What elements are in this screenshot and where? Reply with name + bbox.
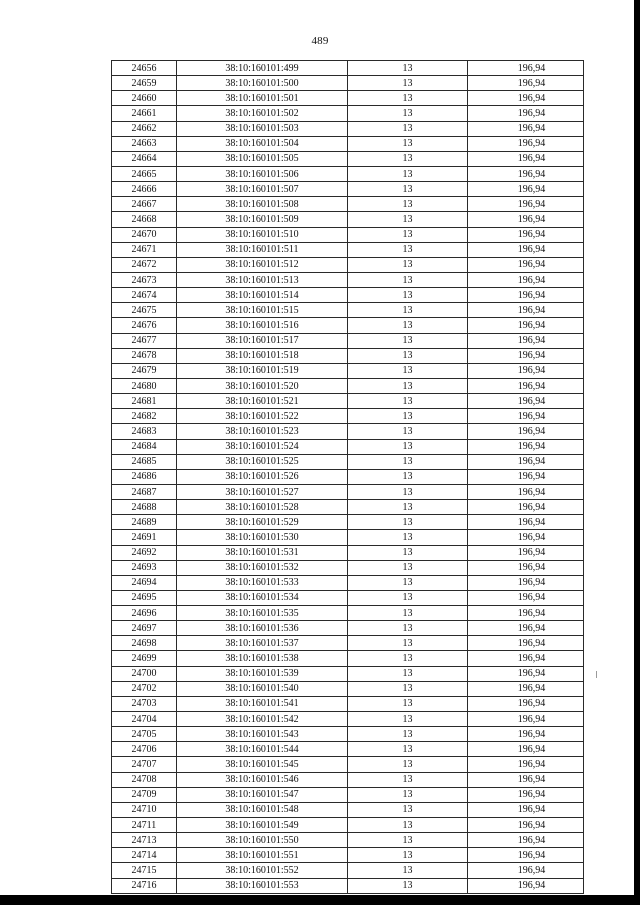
row-number-cell: 24692 (112, 545, 177, 560)
value-cell: 196,94 (468, 636, 584, 651)
row-number-cell: 24694 (112, 575, 177, 590)
row-number-cell: 24698 (112, 636, 177, 651)
cadastral-number-cell: 38:10:160101:541 (177, 696, 348, 711)
area-cell: 13 (348, 288, 468, 303)
value-cell: 196,94 (468, 681, 584, 696)
cadastral-number-cell: 38:10:160101:546 (177, 772, 348, 787)
value-cell: 196,94 (468, 136, 584, 151)
value-cell: 196,94 (468, 242, 584, 257)
value-cell: 196,94 (468, 61, 584, 76)
table-row (112, 515, 584, 530)
cadastral-number-cell: 38:10:160101:533 (177, 575, 348, 590)
row-number-cell: 24674 (112, 288, 177, 303)
cadastral-number-cell: 38:10:160101:531 (177, 545, 348, 560)
area-cell: 13 (348, 106, 468, 121)
row-number-cell: 24706 (112, 742, 177, 757)
row-number-cell: 24682 (112, 409, 177, 424)
row-number-cell: 24675 (112, 303, 177, 318)
cadastral-number-cell: 38:10:160101:507 (177, 182, 348, 197)
table-row (112, 257, 584, 272)
cadastral-number-cell: 38:10:160101:551 (177, 848, 348, 863)
area-cell: 13 (348, 76, 468, 91)
row-number-cell: 24668 (112, 212, 177, 227)
area-cell: 13 (348, 651, 468, 666)
row-number-cell: 24665 (112, 166, 177, 181)
area-cell: 13 (348, 787, 468, 802)
cadastral-number-cell: 38:10:160101:518 (177, 348, 348, 363)
value-cell: 196,94 (468, 272, 584, 287)
table-row (112, 136, 584, 151)
value-cell: 196,94 (468, 696, 584, 711)
row-number-cell: 24686 (112, 469, 177, 484)
row-number-cell: 24695 (112, 590, 177, 605)
row-number-cell: 24704 (112, 712, 177, 727)
cadastral-number-cell: 38:10:160101:525 (177, 454, 348, 469)
row-number-cell: 24710 (112, 802, 177, 817)
value-cell: 196,94 (468, 621, 584, 636)
value-cell: 196,94 (468, 454, 584, 469)
area-cell: 13 (348, 318, 468, 333)
cadastral-number-cell: 38:10:160101:540 (177, 681, 348, 696)
area-cell: 13 (348, 409, 468, 424)
value-cell: 196,94 (468, 833, 584, 848)
row-number-cell: 24702 (112, 681, 177, 696)
cadastral-number-cell: 38:10:160101:544 (177, 742, 348, 757)
value-cell: 196,94 (468, 545, 584, 560)
row-number-cell: 24709 (112, 787, 177, 802)
area-cell: 13 (348, 242, 468, 257)
cadastral-number-cell: 38:10:160101:552 (177, 863, 348, 878)
cadastral-number-cell: 38:10:160101:511 (177, 242, 348, 257)
table-row (112, 454, 584, 469)
value-cell: 196,94 (468, 348, 584, 363)
value-cell: 196,94 (468, 560, 584, 575)
page-number: 489 (311, 35, 329, 47)
value-cell: 196,94 (468, 802, 584, 817)
table-row (112, 666, 584, 681)
area-cell: 13 (348, 257, 468, 272)
cadastral-number-cell: 38:10:160101:513 (177, 272, 348, 287)
row-number-cell: 24660 (112, 91, 177, 106)
area-cell: 13 (348, 696, 468, 711)
cadastral-number-cell: 38:10:160101:508 (177, 197, 348, 212)
cadastral-number-cell: 38:10:160101:504 (177, 136, 348, 151)
value-cell: 196,94 (468, 878, 584, 893)
cadastral-number-cell: 38:10:160101:506 (177, 166, 348, 181)
area-cell: 13 (348, 151, 468, 166)
cadastral-number-cell: 38:10:160101:543 (177, 727, 348, 742)
table-row (112, 712, 584, 727)
table-row (112, 545, 584, 560)
area-cell: 13 (348, 833, 468, 848)
area-cell: 13 (348, 166, 468, 181)
area-cell: 13 (348, 575, 468, 590)
area-cell: 13 (348, 182, 468, 197)
value-cell: 196,94 (468, 818, 584, 833)
cadastral-number-cell: 38:10:160101:532 (177, 560, 348, 575)
cadastral-number-cell: 38:10:160101:550 (177, 833, 348, 848)
table-row (112, 333, 584, 348)
area-cell: 13 (348, 500, 468, 515)
area-cell: 13 (348, 378, 468, 393)
cadastral-number-cell: 38:10:160101:516 (177, 318, 348, 333)
area-cell: 13 (348, 394, 468, 409)
area-cell: 13 (348, 136, 468, 151)
area-cell: 13 (348, 757, 468, 772)
area-cell: 13 (348, 121, 468, 136)
row-number-cell: 24661 (112, 106, 177, 121)
value-cell: 196,94 (468, 121, 584, 136)
cadastral-number-cell: 38:10:160101:534 (177, 590, 348, 605)
table-row (112, 182, 584, 197)
area-cell: 13 (348, 530, 468, 545)
cadastral-number-cell: 38:10:160101:500 (177, 76, 348, 91)
row-number-cell: 24699 (112, 651, 177, 666)
table-row (112, 166, 584, 181)
value-cell: 196,94 (468, 151, 584, 166)
table-row (112, 727, 584, 742)
cadastral-number-cell: 38:10:160101:519 (177, 363, 348, 378)
table-row (112, 742, 584, 757)
cadastral-number-cell: 38:10:160101:503 (177, 121, 348, 136)
value-cell: 196,94 (468, 863, 584, 878)
area-cell: 13 (348, 545, 468, 560)
cadastral-number-cell: 38:10:160101:548 (177, 802, 348, 817)
table-row (112, 818, 584, 833)
table-row (112, 757, 584, 772)
table-row (112, 500, 584, 515)
table-row (112, 91, 584, 106)
row-number-cell: 24664 (112, 151, 177, 166)
area-cell: 13 (348, 333, 468, 348)
value-cell: 196,94 (468, 394, 584, 409)
value-cell: 196,94 (468, 484, 584, 499)
area-cell: 13 (348, 742, 468, 757)
value-cell: 196,94 (468, 590, 584, 605)
table-row (112, 61, 584, 76)
table-row (112, 530, 584, 545)
table-row (112, 348, 584, 363)
cadastral-number-cell: 38:10:160101:514 (177, 288, 348, 303)
cadastral-number-cell: 38:10:160101:523 (177, 424, 348, 439)
value-cell: 196,94 (468, 651, 584, 666)
table-row (112, 106, 584, 121)
area-cell: 13 (348, 878, 468, 893)
area-cell: 13 (348, 606, 468, 621)
value-cell: 196,94 (468, 515, 584, 530)
area-cell: 13 (348, 802, 468, 817)
value-cell: 196,94 (468, 288, 584, 303)
table-row (112, 272, 584, 287)
value-cell: 196,94 (468, 303, 584, 318)
row-number-cell: 24716 (112, 878, 177, 893)
value-cell: 196,94 (468, 575, 584, 590)
row-number-cell: 24693 (112, 560, 177, 575)
row-number-cell: 24697 (112, 621, 177, 636)
cadastral-number-cell: 38:10:160101:539 (177, 666, 348, 681)
row-number-cell: 24680 (112, 378, 177, 393)
row-number-cell: 24700 (112, 666, 177, 681)
table-row (112, 227, 584, 242)
value-cell: 196,94 (468, 530, 584, 545)
row-number-cell: 24689 (112, 515, 177, 530)
value-cell: 196,94 (468, 197, 584, 212)
cadastral-number-cell: 38:10:160101:501 (177, 91, 348, 106)
row-number-cell: 24687 (112, 484, 177, 499)
table-row (112, 878, 584, 893)
cadastral-number-cell: 38:10:160101:529 (177, 515, 348, 530)
parcel-table-body (112, 61, 584, 894)
table-row (112, 651, 584, 666)
table-row (112, 606, 584, 621)
value-cell: 196,94 (468, 333, 584, 348)
value-cell: 196,94 (468, 439, 584, 454)
table-row (112, 394, 584, 409)
area-cell: 13 (348, 621, 468, 636)
area-cell: 13 (348, 848, 468, 863)
value-cell: 196,94 (468, 848, 584, 863)
value-cell: 196,94 (468, 772, 584, 787)
cadastral-number-cell: 38:10:160101:499 (177, 61, 348, 76)
area-cell: 13 (348, 727, 468, 742)
value-cell: 196,94 (468, 76, 584, 91)
parcel-table (111, 60, 584, 894)
row-number-cell: 24705 (112, 727, 177, 742)
table-row (112, 787, 584, 802)
cadastral-number-cell: 38:10:160101:545 (177, 757, 348, 772)
cadastral-number-cell: 38:10:160101:517 (177, 333, 348, 348)
table-row (112, 121, 584, 136)
area-cell: 13 (348, 454, 468, 469)
value-cell: 196,94 (468, 712, 584, 727)
area-cell: 13 (348, 636, 468, 651)
area-cell: 13 (348, 348, 468, 363)
area-cell: 13 (348, 303, 468, 318)
value-cell: 196,94 (468, 182, 584, 197)
row-number-cell: 24688 (112, 500, 177, 515)
table-row (112, 378, 584, 393)
value-cell: 196,94 (468, 106, 584, 121)
table-row (112, 621, 584, 636)
cadastral-number-cell: 38:10:160101:549 (177, 818, 348, 833)
area-cell: 13 (348, 469, 468, 484)
area-cell: 13 (348, 666, 468, 681)
area-cell: 13 (348, 272, 468, 287)
area-cell: 13 (348, 590, 468, 605)
area-cell: 13 (348, 560, 468, 575)
area-cell: 13 (348, 424, 468, 439)
value-cell: 196,94 (468, 227, 584, 242)
row-number-cell: 24714 (112, 848, 177, 863)
row-number-cell: 24696 (112, 606, 177, 621)
cadastral-number-cell: 38:10:160101:528 (177, 500, 348, 515)
row-number-cell: 24659 (112, 76, 177, 91)
row-number-cell: 24673 (112, 272, 177, 287)
value-cell: 196,94 (468, 166, 584, 181)
cadastral-number-cell: 38:10:160101:535 (177, 606, 348, 621)
cadastral-number-cell: 38:10:160101:510 (177, 227, 348, 242)
row-number-cell: 24715 (112, 863, 177, 878)
area-cell: 13 (348, 61, 468, 76)
table-row (112, 439, 584, 454)
value-cell: 196,94 (468, 212, 584, 227)
area-cell: 13 (348, 515, 468, 530)
row-number-cell: 24678 (112, 348, 177, 363)
cadastral-number-cell: 38:10:160101:515 (177, 303, 348, 318)
value-cell: 196,94 (468, 424, 584, 439)
area-cell: 13 (348, 439, 468, 454)
cadastral-number-cell: 38:10:160101:521 (177, 394, 348, 409)
row-number-cell: 24684 (112, 439, 177, 454)
table-row (112, 288, 584, 303)
cadastral-number-cell: 38:10:160101:526 (177, 469, 348, 484)
cadastral-number-cell: 38:10:160101:553 (177, 878, 348, 893)
area-cell: 13 (348, 197, 468, 212)
table-row (112, 469, 584, 484)
cadastral-number-cell: 38:10:160101:520 (177, 378, 348, 393)
area-cell: 13 (348, 772, 468, 787)
table-row (112, 409, 584, 424)
cadastral-number-cell: 38:10:160101:502 (177, 106, 348, 121)
value-cell: 196,94 (468, 91, 584, 106)
parcel-table-container (111, 60, 583, 894)
row-number-cell: 24663 (112, 136, 177, 151)
row-number-cell: 24703 (112, 696, 177, 711)
cadastral-number-cell: 38:10:160101:527 (177, 484, 348, 499)
value-cell: 196,94 (468, 757, 584, 772)
table-row (112, 151, 584, 166)
row-number-cell: 24667 (112, 197, 177, 212)
row-number-cell: 24685 (112, 454, 177, 469)
area-cell: 13 (348, 91, 468, 106)
value-cell: 196,94 (468, 666, 584, 681)
row-number-cell: 24707 (112, 757, 177, 772)
row-number-cell: 24671 (112, 242, 177, 257)
row-number-cell: 24681 (112, 394, 177, 409)
cadastral-number-cell: 38:10:160101:505 (177, 151, 348, 166)
cadastral-number-cell: 38:10:160101:530 (177, 530, 348, 545)
row-number-cell: 24656 (112, 61, 177, 76)
value-cell: 196,94 (468, 469, 584, 484)
table-row (112, 76, 584, 91)
cadastral-number-cell: 38:10:160101:524 (177, 439, 348, 454)
value-cell: 196,94 (468, 606, 584, 621)
table-row (112, 696, 584, 711)
row-number-cell: 24676 (112, 318, 177, 333)
cadastral-number-cell: 38:10:160101:542 (177, 712, 348, 727)
value-cell: 196,94 (468, 378, 584, 393)
area-cell: 13 (348, 212, 468, 227)
area-cell: 13 (348, 363, 468, 378)
area-cell: 13 (348, 712, 468, 727)
value-cell: 196,94 (468, 409, 584, 424)
value-cell: 196,94 (468, 727, 584, 742)
table-row (112, 833, 584, 848)
row-number-cell: 24672 (112, 257, 177, 272)
table-row (112, 772, 584, 787)
table-row (112, 197, 584, 212)
value-cell: 196,94 (468, 318, 584, 333)
table-row (112, 303, 584, 318)
table-row (112, 575, 584, 590)
value-cell: 196,94 (468, 742, 584, 757)
table-row (112, 848, 584, 863)
table-row (112, 424, 584, 439)
cadastral-number-cell: 38:10:160101:538 (177, 651, 348, 666)
row-number-cell: 24708 (112, 772, 177, 787)
area-cell: 13 (348, 681, 468, 696)
scan-edge-bottom (0, 895, 640, 905)
cadastral-number-cell: 38:10:160101:536 (177, 621, 348, 636)
row-number-cell: 24713 (112, 833, 177, 848)
row-number-cell: 24666 (112, 182, 177, 197)
row-number-cell: 24679 (112, 363, 177, 378)
value-cell: 196,94 (468, 257, 584, 272)
table-row (112, 318, 584, 333)
row-number-cell: 24670 (112, 227, 177, 242)
scan-mark (596, 671, 597, 678)
table-row (112, 802, 584, 817)
value-cell: 196,94 (468, 787, 584, 802)
row-number-cell: 24677 (112, 333, 177, 348)
row-number-cell: 24711 (112, 818, 177, 833)
table-row (112, 636, 584, 651)
table-row (112, 363, 584, 378)
scan-edge-right (634, 0, 640, 905)
table-row (112, 242, 584, 257)
cadastral-number-cell: 38:10:160101:547 (177, 787, 348, 802)
table-row (112, 212, 584, 227)
cadastral-number-cell: 38:10:160101:509 (177, 212, 348, 227)
value-cell: 196,94 (468, 363, 584, 378)
area-cell: 13 (348, 484, 468, 499)
cadastral-number-cell: 38:10:160101:522 (177, 409, 348, 424)
row-number-cell: 24683 (112, 424, 177, 439)
area-cell: 13 (348, 863, 468, 878)
cadastral-number-cell: 38:10:160101:537 (177, 636, 348, 651)
table-row (112, 484, 584, 499)
cadastral-number-cell: 38:10:160101:512 (177, 257, 348, 272)
table-row (112, 863, 584, 878)
area-cell: 13 (348, 227, 468, 242)
table-row (112, 681, 584, 696)
table-row (112, 590, 584, 605)
row-number-cell: 24691 (112, 530, 177, 545)
area-cell: 13 (348, 818, 468, 833)
table-row (112, 560, 584, 575)
row-number-cell: 24662 (112, 121, 177, 136)
value-cell: 196,94 (468, 500, 584, 515)
